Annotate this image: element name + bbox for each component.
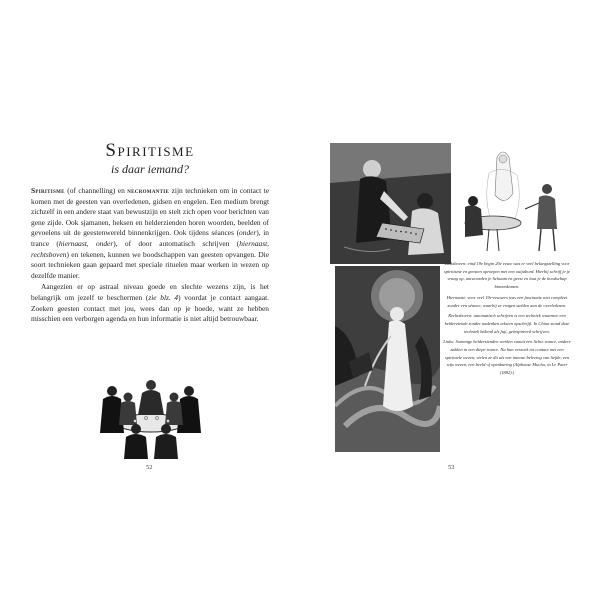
paragraph1-run: hiernaast, onder xyxy=(58,238,114,248)
caption-2: Hiernaast: voor veel 19e-eeuwers was een fascinatie niet compleet zonder een séance, waarbij ze vragen stelden aan de overledenen. xyxy=(446,294,568,308)
paragraph1-run: (of channelling) en xyxy=(64,186,128,195)
caption-1: Linksboven: eind 19e begin 20e eeuw was er veel belangstelling voor spiritisme en geesten oproepen met een ouijabord. Hierbij schrijf je je vraag op, antwoorden je lichaam en geest en laat je de boodschap binnenkomen. xyxy=(443,261,571,290)
seance-illustration xyxy=(90,353,212,461)
automatic-writing-image xyxy=(453,143,570,258)
paragraph1-run: hiernaast, rechtsboven xyxy=(31,238,269,259)
caption-column xyxy=(443,260,571,380)
paragraph1-run: zijn technieken om in contact te komen met de geesten van overledenen, gidsen en engelen. Een medium brengt zichzelf in een andere staat van bewustzijn en stelt zich open voor berichten van gene zijde. Ook sjamanen, heksen en helderzienden horen woorden, beelden of gevoelens uit de geestenwereld binnenkrijgen. Ook tijdens séances ( xyxy=(31,186,269,238)
body-text xyxy=(31,186,269,325)
right-page xyxy=(300,0,600,600)
medium-trance-image xyxy=(330,143,451,264)
paragraph2-run: zie blz. 4 xyxy=(148,292,179,302)
page-number-right: 53 xyxy=(448,464,455,471)
title-block xyxy=(30,140,270,176)
seance-engraving-icon xyxy=(90,353,212,461)
paragraph1-run: Spiritisme xyxy=(31,186,65,195)
paragraph1-run: ), in trance ( xyxy=(31,228,269,248)
caption-4: Links: Sommige helderzienden werken vanuit een lichte trance, andere zakken in een diepe trance. Na hun verzoek tot contact met een spirituele wezen, vielen ze dit als een intense beleving van liefde, een wijs wezen, een beeld of openbaring (Alphonse Mucha, in Le Pater (1882).) xyxy=(443,339,571,376)
page-title: Spiritisme xyxy=(105,140,195,161)
paragraph1-run: ), of door automatisch schrijven ( xyxy=(113,238,240,248)
paragraph2-run: ) voordat je contact aangaat. Zoeken geesten contact met jou, wees dan op je hoede, want ze hebben misschien een verborgen agenda en hun informatie is niet altijd betrouwbaar. xyxy=(31,292,270,324)
body-paragraph-2 xyxy=(31,282,269,324)
body-paragraph-1 xyxy=(31,186,269,281)
page-number-left: 52 xyxy=(146,464,153,471)
paragraph2-run: Aangezien er op astraal niveau goede en slechte wezens zijn, is het belangrijk om jezelf te beschermen ( xyxy=(31,282,269,302)
paragraph1-run: ) en tekenen, kunnen we boodschappen van geesten opvangen. Die soort technieken gaan gepaard met speciale rituelen maar werken in wezen op dezelfde manier. xyxy=(31,249,269,280)
caption-3: Rechtsboven: automatisch schrijven is een techniek waarmee een helderziende zonder nadenken teksten opschrijft. In China stond deze techniek bekend als fuji, geïnspireerd schrijven. xyxy=(444,313,570,334)
paragraph1-run: necromantie xyxy=(127,186,170,195)
mucha-image xyxy=(335,266,440,452)
medium-trance-engraving-icon xyxy=(330,143,451,264)
paragraph1-run: onder xyxy=(239,228,257,238)
page-subtitle: is daar iemand? xyxy=(111,162,189,176)
automatic-writing-engraving-icon xyxy=(453,143,570,258)
mucha-le-pater-illustration-icon xyxy=(335,266,440,452)
